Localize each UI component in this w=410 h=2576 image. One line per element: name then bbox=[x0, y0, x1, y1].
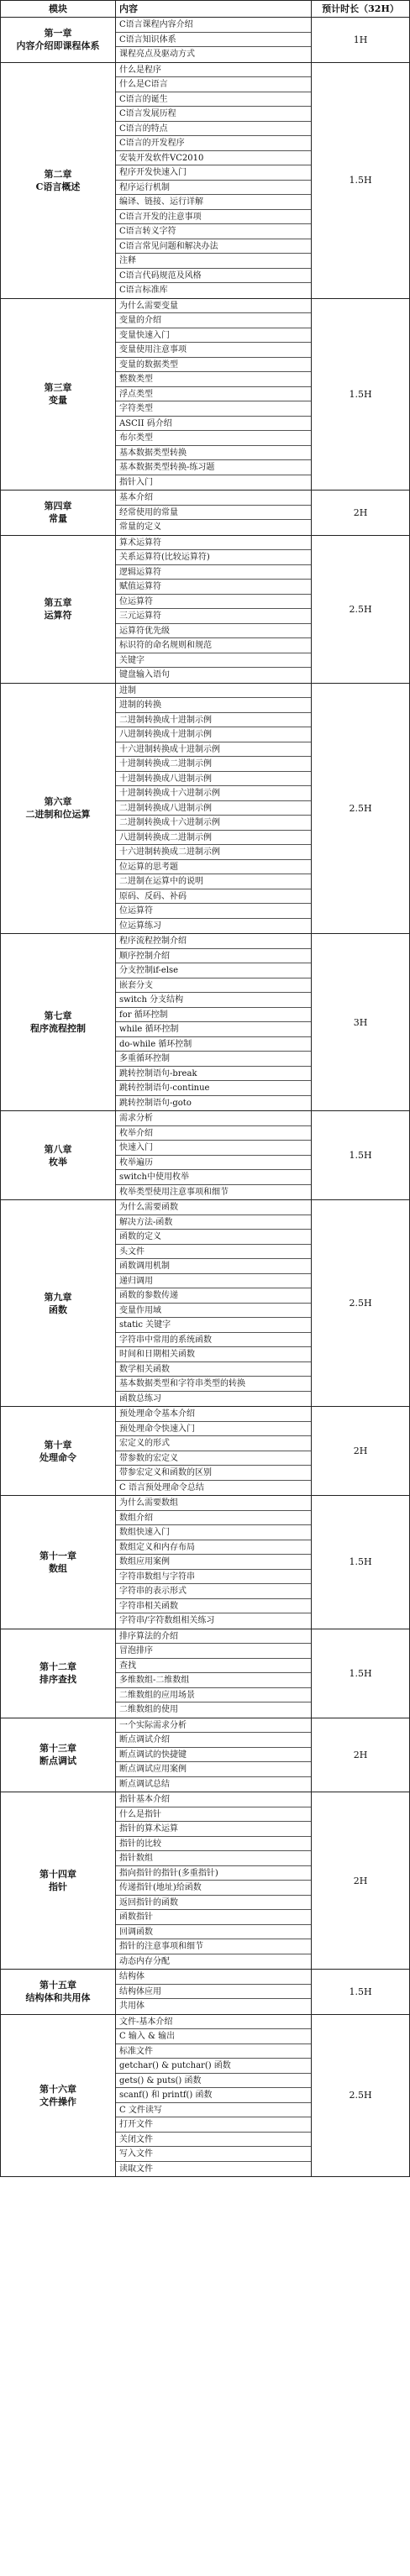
chapter-topics bbox=[116, 536, 312, 683]
topic-item: 关系运算符(比较运算符) bbox=[116, 550, 311, 565]
topic-item: 结构体应用 bbox=[116, 1985, 311, 2000]
topic-item: 预处理命令基本介绍 bbox=[116, 1407, 311, 1422]
topic-item: C 语言预处理命令总结 bbox=[119, 1482, 204, 1493]
topic-item: 八进制转换成十进制示例 bbox=[116, 727, 311, 742]
chapter-name: 结构体和共用体 bbox=[25, 1992, 91, 2004]
chapter-duration: 1H bbox=[353, 34, 368, 45]
topic-item: 快速入门 bbox=[116, 1141, 311, 1156]
topic-item: 位运算的思考题 bbox=[116, 860, 311, 875]
topic-item: 文件-基本介绍 bbox=[116, 2015, 311, 2030]
topic-item: 指针的注意事项和细节 bbox=[116, 1939, 311, 1954]
topic-item: 预处理命令快速入门 bbox=[116, 1422, 311, 1437]
chapter-duration: 2.5H bbox=[349, 2090, 372, 2101]
topic-item: 字符串/字符数组相关练习 bbox=[119, 1616, 215, 1625]
topic-item: 跳转控制语句-continue bbox=[116, 1081, 311, 1096]
header-duration: 预计时长（32H） bbox=[322, 3, 399, 14]
topic-item: 顺序控制介绍 bbox=[116, 949, 311, 964]
chapter-row bbox=[1, 1718, 409, 1793]
topic-item: 安装开发软件VC2010 bbox=[116, 151, 311, 166]
chapter-duration: 2.5H bbox=[349, 1298, 372, 1309]
topic-item: 十六进制转换成二进制示例 bbox=[116, 845, 311, 860]
topic-item: ASCII 码介绍 bbox=[116, 417, 311, 432]
chapter-row bbox=[1, 2015, 409, 2177]
topic-item: 注释 bbox=[116, 254, 311, 269]
topic-item: 键盘输入语句 bbox=[119, 670, 170, 679]
topic-item: 二进制在运算中的说明 bbox=[116, 874, 311, 889]
chapter-name: 文件操作 bbox=[39, 2096, 76, 2107]
topic-item: 指向指针的指针(多重指针) bbox=[116, 1866, 311, 1881]
topic-item: 多维数组-二维数组 bbox=[116, 1673, 311, 1688]
chapter-number: 第七章 bbox=[44, 1010, 72, 1021]
topic-item: 数组快速入门 bbox=[116, 1525, 311, 1540]
chapter-topics bbox=[116, 1629, 312, 1718]
topic-item: 字符串数组与字符串 bbox=[116, 1570, 311, 1585]
topic-item: 课程亮点及驱动方式 bbox=[119, 50, 195, 59]
chapter-name: 常量 bbox=[49, 513, 67, 525]
topic-item: C语言转义字符 bbox=[116, 224, 311, 239]
chapter-duration: 1.5H bbox=[349, 1150, 372, 1161]
topic-item: C 文件读写 bbox=[116, 2103, 311, 2118]
chapter-number: 第十六章 bbox=[39, 2083, 76, 2095]
chapter-title bbox=[1, 536, 116, 683]
topic-item: 数组定义和内存布局 bbox=[116, 1540, 311, 1556]
topic-item: 位运算符 bbox=[116, 904, 311, 919]
chapter-row bbox=[1, 1200, 409, 1407]
topic-item: C 输入 & 输出 bbox=[116, 2029, 311, 2044]
topic-item: C语言的诞生 bbox=[116, 92, 311, 108]
topic-item: 跳转控制语句-break bbox=[116, 1067, 311, 1082]
chapter-name: 程序流程控制 bbox=[30, 1023, 86, 1034]
topic-item: 标识符的命名规则和规范 bbox=[116, 638, 311, 653]
topic-item: 跳转控制语句-goto bbox=[119, 1098, 192, 1108]
chapter-name: 数组 bbox=[49, 1562, 67, 1574]
topic-item: for 循环控制 bbox=[116, 1008, 311, 1023]
topic-item: 变量快速入门 bbox=[116, 328, 311, 344]
topic-item: 进制 bbox=[116, 684, 311, 699]
chapter-title bbox=[1, 299, 116, 491]
topic-item: 十进制转换成十六进制示例 bbox=[116, 786, 311, 801]
topic-item: 排序算法的介绍 bbox=[116, 1629, 311, 1645]
topic-item: 布尔类型 bbox=[116, 431, 311, 446]
chapter-topics bbox=[116, 2015, 312, 2177]
topic-item: 时间和日期相关函数 bbox=[116, 1347, 311, 1362]
topic-item: 二维数组的应用场景 bbox=[116, 1688, 311, 1703]
chapter-row bbox=[1, 684, 409, 935]
topic-item: 十六进制转换成十进制示例 bbox=[116, 742, 311, 758]
topic-item: C语言的开发程序 bbox=[116, 136, 311, 151]
topic-item: 递归调用 bbox=[116, 1274, 311, 1289]
topic-item: 运算符优先级 bbox=[116, 624, 311, 639]
chapter-number: 第十一章 bbox=[39, 1550, 76, 1561]
chapter-topics bbox=[116, 1111, 312, 1199]
topic-item: 八进制转换成二进制示例 bbox=[116, 831, 311, 846]
chapter-topics bbox=[116, 299, 312, 491]
topic-item: 带参数的宏定义 bbox=[116, 1451, 311, 1466]
topic-item: C语言代码规范及风格 bbox=[116, 269, 311, 284]
topic-item: 结构体 bbox=[116, 1970, 311, 1985]
chapter-topics bbox=[116, 1200, 312, 1406]
topic-item: 函数调用机制 bbox=[116, 1259, 311, 1274]
chapter-duration: 1.5H bbox=[349, 1986, 372, 1997]
topic-item: 指针的比较 bbox=[116, 1837, 311, 1852]
chapter-title bbox=[1, 1718, 116, 1792]
topic-item: 逻辑运算符 bbox=[116, 565, 311, 580]
topic-item: 函数的定义 bbox=[116, 1230, 311, 1245]
topic-item: 解决方法-函数 bbox=[116, 1215, 311, 1230]
chapter-topics bbox=[116, 1970, 312, 2014]
topic-item: 整数类型 bbox=[116, 372, 311, 387]
chapter-duration: 2H bbox=[353, 506, 368, 518]
topic-item: C语言的特点 bbox=[116, 122, 311, 137]
chapter-number: 第八章 bbox=[44, 1143, 72, 1155]
topic-item: 常量的定义 bbox=[119, 522, 161, 532]
topic-item: 读取文件 bbox=[119, 2164, 153, 2174]
topic-item: 十进制转换成八进制示例 bbox=[116, 772, 311, 787]
topic-item: 原码、反码、补码 bbox=[116, 889, 311, 905]
chapter-number: 第十三章 bbox=[39, 1743, 76, 1755]
chapter-topics bbox=[116, 1792, 312, 1969]
topic-item: 打开文件 bbox=[116, 2117, 311, 2133]
chapter-number: 第二章 bbox=[44, 168, 72, 180]
topic-item: 基本数据类型和字符串类型的转换 bbox=[116, 1377, 311, 1392]
chapter-title bbox=[1, 684, 116, 934]
chapter-number: 第六章 bbox=[44, 796, 72, 808]
topic-item: 变量的数据类型 bbox=[116, 358, 311, 373]
chapter-row bbox=[1, 299, 409, 491]
topic-item: 三元运算符 bbox=[116, 609, 311, 624]
topic-item: 基本数据类型转换-练习题 bbox=[116, 460, 311, 475]
topic-item: 共用体 bbox=[119, 2002, 145, 2011]
topic-item: 函数的参数传递 bbox=[116, 1288, 311, 1304]
topic-item: 数组应用案例 bbox=[116, 1555, 311, 1570]
chapter-name: 函数 bbox=[49, 1304, 67, 1315]
topic-item: 断点调试的快捷键 bbox=[116, 1748, 311, 1763]
topic-item: scanf() 和 printf() 函数 bbox=[116, 2088, 311, 2103]
chapter-topics bbox=[116, 1407, 312, 1495]
topic-item: switch中使用枚举 bbox=[116, 1170, 311, 1185]
topic-item: 赋值运算符 bbox=[116, 580, 311, 595]
chapter-duration: 1.5H bbox=[349, 1556, 372, 1568]
topic-item: C语言标准库 bbox=[119, 286, 168, 295]
chapter-duration: 1.5H bbox=[349, 1667, 372, 1679]
topic-item: 十进制转换成二进制示例 bbox=[116, 757, 311, 772]
topic-item: 二进制转换成十六进制示例 bbox=[116, 816, 311, 831]
topic-item: 字符串中常用的系统函数 bbox=[116, 1333, 311, 1348]
topic-item: 宏定义的形式 bbox=[116, 1436, 311, 1451]
topic-item: 函数指针 bbox=[116, 1910, 311, 1925]
chapter-title bbox=[1, 1407, 116, 1495]
topic-item: 为什么需要变量 bbox=[116, 299, 311, 314]
chapter-topics bbox=[116, 684, 312, 934]
chapter-row bbox=[1, 63, 409, 299]
chapter-duration: 2H bbox=[353, 1445, 368, 1456]
chapter-name: 断点调试 bbox=[39, 1755, 76, 1767]
topic-item: 头文件 bbox=[116, 1245, 311, 1260]
topic-item: 写入文件 bbox=[116, 2147, 311, 2162]
chapter-title bbox=[1, 1629, 116, 1718]
chapter-row bbox=[1, 1407, 409, 1496]
topic-item: 二维数组的使用 bbox=[119, 1705, 178, 1714]
topic-item: 指针入门 bbox=[119, 477, 153, 487]
topic-item: 程序开发快速入门 bbox=[116, 165, 311, 181]
topic-item: 变量使用注意事项 bbox=[116, 343, 311, 358]
topic-item: 变量作用域 bbox=[116, 1304, 311, 1319]
topic-item: 位运算符 bbox=[116, 595, 311, 610]
topic-item: 程序运行机制 bbox=[116, 181, 311, 196]
chapter-row bbox=[1, 1496, 409, 1629]
chapter-title bbox=[1, 18, 116, 62]
header-content: 内容 bbox=[116, 1, 312, 17]
topic-item: 数组介绍 bbox=[116, 1511, 311, 1526]
topic-item: 进制的转换 bbox=[116, 698, 311, 713]
topic-item: 什么是程序 bbox=[116, 63, 311, 78]
topic-item: 指针基本介绍 bbox=[116, 1792, 311, 1807]
chapter-row bbox=[1, 18, 409, 63]
topic-item: C语言发展历程 bbox=[116, 107, 311, 122]
chapter-number: 第十五章 bbox=[39, 1980, 76, 1991]
topic-item: 关闭文件 bbox=[116, 2133, 311, 2148]
topic-item: 经常使用的常量 bbox=[116, 506, 311, 521]
topic-item: 字符串相关函数 bbox=[116, 1599, 311, 1614]
topic-item: 多重循环控制 bbox=[116, 1052, 311, 1067]
topic-item: 浮点类型 bbox=[116, 387, 311, 402]
topic-item: 标准文件 bbox=[116, 2044, 311, 2059]
chapter-title bbox=[1, 934, 116, 1110]
chapter-row bbox=[1, 1111, 409, 1200]
chapter-number: 第十章 bbox=[44, 1439, 72, 1451]
chapter-duration: 1.5H bbox=[349, 388, 372, 400]
topic-item: 字符串的表示形式 bbox=[116, 1584, 311, 1599]
topic-item: 断点调试总结 bbox=[119, 1779, 170, 1789]
topic-item: 动态内存分配 bbox=[119, 1956, 170, 1966]
chapter-title bbox=[1, 63, 116, 298]
topic-item: 一个实际需求分析 bbox=[116, 1718, 311, 1734]
topic-item: do-while 循环控制 bbox=[116, 1037, 311, 1052]
topic-item: C语言常见问题和解决办法 bbox=[116, 239, 311, 254]
chapter-duration: 2H bbox=[353, 1749, 368, 1760]
topic-item: 带参宏定义和函数的区别 bbox=[116, 1466, 311, 1481]
topic-item: 基本介绍 bbox=[116, 491, 311, 506]
chapter-duration: 2H bbox=[353, 1875, 368, 1886]
header-module: 模块 bbox=[1, 1, 116, 17]
chapter-topics bbox=[116, 1718, 312, 1792]
chapter-topics bbox=[116, 1496, 312, 1629]
topic-item: 断点调试应用案例 bbox=[116, 1762, 311, 1777]
chapter-row bbox=[1, 1970, 409, 2015]
chapter-title bbox=[1, 491, 116, 535]
chapter-name: 运算符 bbox=[44, 610, 72, 621]
chapter-number: 第三章 bbox=[44, 382, 72, 394]
topic-item: 位运算练习 bbox=[119, 921, 161, 931]
chapter-name: 二进制和位运算 bbox=[25, 809, 91, 821]
topic-item: 指针的算术运算 bbox=[116, 1822, 311, 1837]
topic-item: 回调函数 bbox=[116, 1925, 311, 1940]
topic-item: 枚举遍历 bbox=[116, 1156, 311, 1171]
chapter-title bbox=[1, 1970, 116, 2014]
topic-item: gets() & puts() 函数 bbox=[116, 2074, 311, 2089]
chapter-topics bbox=[116, 491, 312, 535]
topic-item: 需求分析 bbox=[116, 1111, 311, 1126]
topic-item: 什么是C语言 bbox=[116, 77, 311, 92]
chapter-row bbox=[1, 1792, 409, 1970]
topic-item: 指针数组 bbox=[116, 1851, 311, 1866]
topic-item: 基本数据类型转换 bbox=[116, 446, 311, 461]
topic-item: 字符类型 bbox=[116, 401, 311, 417]
topic-item: 二进制转换成十进制示例 bbox=[116, 713, 311, 728]
topic-item: 二进制转换成八进制示例 bbox=[116, 801, 311, 816]
chapter-number: 第九章 bbox=[44, 1291, 72, 1303]
chapter-number: 第十二章 bbox=[39, 1661, 76, 1672]
chapter-number: 第五章 bbox=[44, 597, 72, 608]
chapter-name: 排序查找 bbox=[39, 1674, 76, 1685]
topic-item: 程序流程控制介绍 bbox=[116, 934, 311, 949]
table-body bbox=[1, 18, 409, 2176]
chapter-number: 第四章 bbox=[44, 501, 72, 512]
chapter-title bbox=[1, 1111, 116, 1199]
chapter-duration: 3H bbox=[353, 1016, 368, 1028]
topic-item: static 关键字 bbox=[116, 1318, 311, 1333]
chapter-topics bbox=[116, 63, 312, 298]
chapter-name: 内容介绍即课程体系 bbox=[16, 40, 100, 52]
topic-item: 分支控制if-else bbox=[116, 963, 311, 978]
topic-item: 枚举介绍 bbox=[116, 1126, 311, 1141]
chapter-duration: 2.5H bbox=[349, 802, 372, 814]
topic-item: 函数总练习 bbox=[119, 1393, 161, 1403]
chapter-number: 第一章 bbox=[44, 28, 72, 39]
chapter-title bbox=[1, 2015, 116, 2177]
topic-item: 什么是指针 bbox=[116, 1807, 311, 1823]
topic-item: 断点调试介绍 bbox=[116, 1733, 311, 1748]
topic-item: 关键字 bbox=[116, 653, 311, 669]
chapter-title bbox=[1, 1200, 116, 1406]
topic-item: 返回指针的函数 bbox=[116, 1896, 311, 1911]
topic-item: 数学相关函数 bbox=[116, 1362, 311, 1377]
topic-item: while 循环控制 bbox=[116, 1022, 311, 1037]
topic-item: 为什么需要函数 bbox=[116, 1200, 311, 1215]
chapter-topics bbox=[116, 934, 312, 1110]
topic-item: 冒泡排序 bbox=[116, 1644, 311, 1659]
chapter-duration: 2.5H bbox=[349, 603, 372, 615]
topic-item: 为什么需要数组 bbox=[116, 1496, 311, 1511]
topic-item: 变量的介绍 bbox=[116, 313, 311, 328]
topic-item: C语言课程内容介绍 bbox=[116, 18, 311, 33]
chapter-row bbox=[1, 536, 409, 684]
chapter-topics bbox=[116, 18, 312, 62]
topic-item: 编译、链接、运行详解 bbox=[116, 195, 311, 210]
topic-item: 枚举类型使用注意事项和细节 bbox=[119, 1187, 229, 1197]
topic-item: C语言开发的注意事项 bbox=[116, 210, 311, 225]
topic-item: C语言知识体系 bbox=[116, 33, 311, 48]
topic-item: getchar() & putchar() 函数 bbox=[116, 2059, 311, 2074]
chapter-name: 指针 bbox=[49, 1881, 67, 1892]
chapter-row bbox=[1, 1629, 409, 1718]
chapter-title bbox=[1, 1792, 116, 1969]
topic-item: 查找 bbox=[116, 1659, 311, 1674]
chapter-row bbox=[1, 491, 409, 536]
topic-item: switch 分支结构 bbox=[116, 993, 311, 1008]
chapter-name: 处理命令 bbox=[39, 1451, 76, 1463]
chapter-name: C语言概述 bbox=[35, 181, 81, 192]
table-header bbox=[1, 1, 409, 18]
chapter-name: 枚举 bbox=[49, 1156, 67, 1167]
chapter-duration: 1.5H bbox=[349, 175, 372, 186]
chapter-title bbox=[1, 1496, 116, 1629]
topic-item: 算术运算符 bbox=[116, 536, 311, 551]
topic-item: 嵌套分支 bbox=[116, 978, 311, 994]
chapter-name: 变量 bbox=[49, 395, 67, 407]
chapter-number: 第十四章 bbox=[39, 1869, 76, 1880]
chapter-row bbox=[1, 934, 409, 1111]
topic-item: 传递指针(地址)给函数 bbox=[116, 1881, 311, 1896]
